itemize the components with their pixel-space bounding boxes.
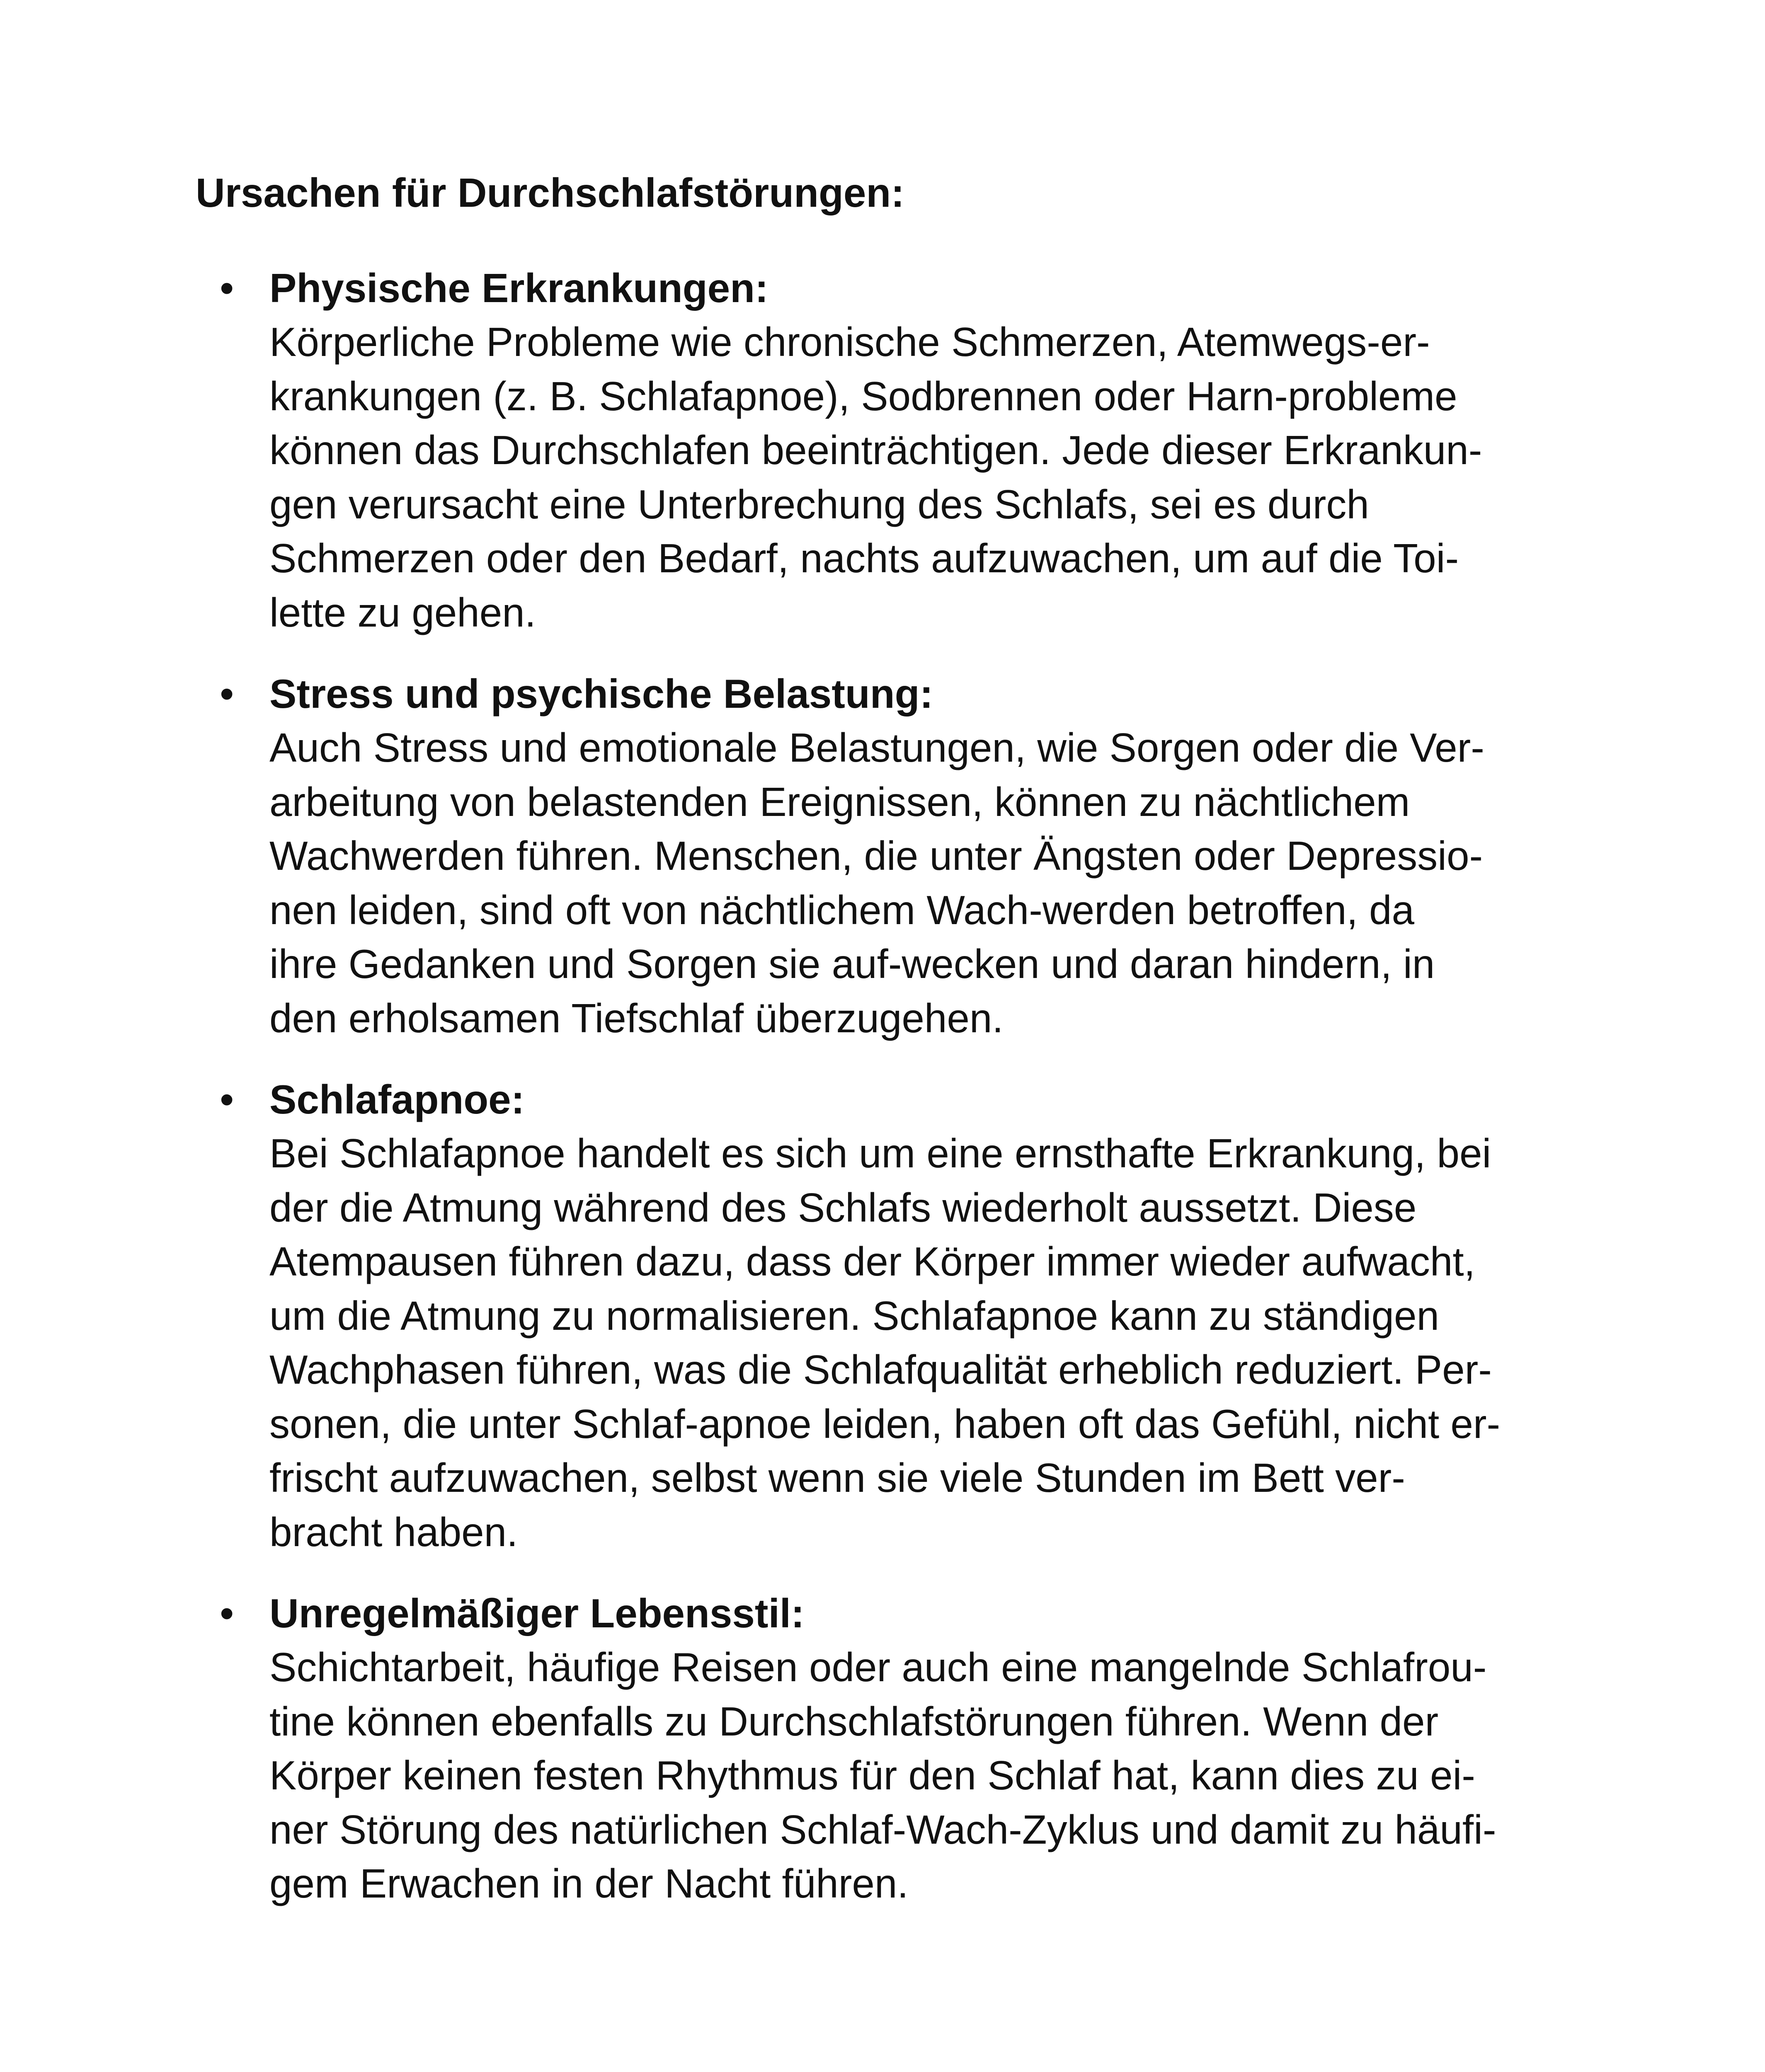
cause-text-line: ihre Gedanken und Sorgen sie auf-wecken und daran hindern, in — [269, 941, 1435, 987]
cause-text-line: tine können ebenfalls zu Durchschlafstörungen führen. Wenn der — [269, 1698, 1439, 1744]
cause-text-line: Schmerzen oder den Bedarf, nachts aufzuwachen, um auf die Toi- — [269, 535, 1459, 581]
cause-text-line: den erholsamen Tiefschlaf überzugehen. — [269, 995, 1004, 1041]
cause-text-line: bracht haben. — [269, 1509, 518, 1555]
list-item-irregular-lifestyle — [196, 1586, 1564, 1911]
cause-text-line: Wachwerden führen. Menschen, die unter Ängsten oder Depressio- — [269, 833, 1483, 879]
cause-text-line: Körper keinen festen Rhythmus für den Schlaf hat, kann dies zu ei- — [269, 1752, 1475, 1798]
bullet-icon: • — [220, 1077, 234, 1122]
bullet-icon: • — [220, 671, 234, 716]
cause-text-line: Wachphasen führen, was die Schlafqualität erheblich reduziert. Per- — [269, 1347, 1492, 1392]
bullet-icon: • — [220, 265, 234, 311]
cause-text-line: um die Atmung zu normalisieren. Schlafapnoe kann zu ständigen — [269, 1293, 1439, 1339]
cause-title: Unregelmäßiger Lebensstil: — [269, 1590, 805, 1636]
cause-text-line: gem Erwachen in der Nacht führen. — [269, 1861, 909, 1906]
cause-title: Physische Erkrankungen: — [269, 265, 769, 311]
cause-text-line: können das Durchschlafen beeinträchtigen. Jede dieser Erkrankun- — [269, 427, 1482, 473]
list-item-sleep-apnea — [196, 1072, 1564, 1559]
cause-text-line: Atempausen führen dazu, dass der Körper immer wieder aufwacht, — [269, 1239, 1475, 1284]
cause-text-line: Bei Schlafapnoe handelt es sich um eine ernsthafte Erkrankung, bei — [269, 1130, 1491, 1176]
cause-text-line: krankungen (z. B. Schlafapnoe), Sodbrennen oder Harn-probleme — [269, 373, 1457, 419]
cause-text-line: Schichtarbeit, häufige Reisen oder auch eine mangelnde Schlafrou- — [269, 1644, 1487, 1690]
list-item-physical-illness — [196, 261, 1564, 639]
cause-text-line: sonen, die unter Schlaf-apnoe leiden, haben oft das Gefühl, nicht er- — [269, 1401, 1501, 1447]
section-heading: Ursachen für Durchschlafstörungen: — [196, 170, 904, 215]
bullet-icon: • — [220, 1590, 234, 1636]
cause-text-line: Auch Stress und emotionale Belastungen, wie Sorgen oder die Ver- — [269, 725, 1484, 770]
list-item-stress — [196, 667, 1564, 1045]
cause-text-line: der die Atmung während des Schlafs wiederholt aussetzt. Diese — [269, 1184, 1417, 1230]
cause-text-line: frischt aufzuwachen, selbst wenn sie viele Stunden im Bett ver- — [269, 1455, 1405, 1501]
cause-text-line: lette zu gehen. — [269, 589, 536, 635]
cause-text-line: nen leiden, sind oft von nächtlichem Wach-werden betroffen, da — [269, 887, 1414, 933]
cause-text-line: ner Störung des natürlichen Schlaf-Wach-Zyklus und damit zu häufi- — [269, 1806, 1496, 1852]
causes-list — [196, 261, 1564, 1938]
cause-text-line: gen verursacht eine Unterbrechung des Schlafs, sei es durch — [269, 481, 1369, 527]
cause-text-line: arbeitung von belastenden Ereignissen, können zu nächtlichem — [269, 779, 1410, 825]
cause-text-line: Körperliche Probleme wie chronische Schmerzen, Atemwegs-er- — [269, 319, 1430, 365]
cause-title: Stress und psychische Belastung: — [269, 671, 933, 716]
cause-title: Schlafapnoe: — [269, 1077, 525, 1122]
